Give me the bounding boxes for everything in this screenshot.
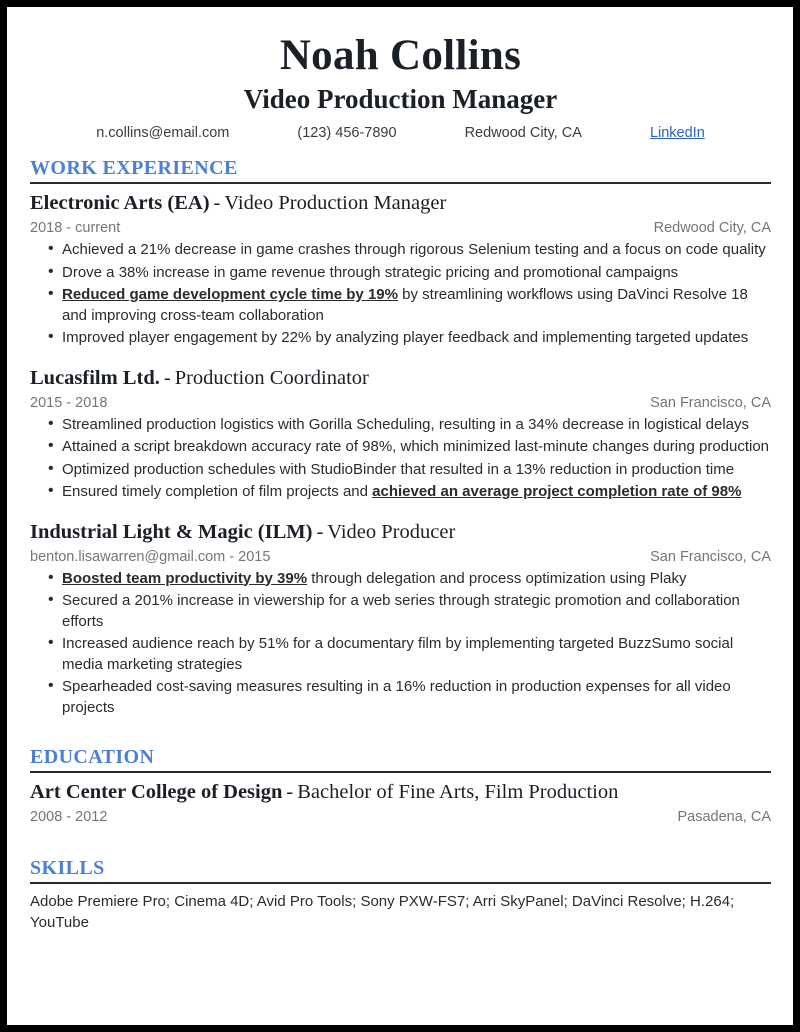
headline: Video Production Manager xyxy=(243,84,558,114)
bullet-post: Increased audience reach by 51% for a documentary film by implementing targeted BuzzSumo social media marketing strategies xyxy=(62,635,734,673)
section-title-education: EDUCATION xyxy=(30,746,155,768)
experience-entry xyxy=(30,366,771,503)
entry-bullets xyxy=(30,415,771,503)
section-divider xyxy=(30,882,771,884)
experience-entry xyxy=(30,191,771,349)
entry-meta xyxy=(30,548,771,567)
list-item xyxy=(30,634,771,675)
resume-page xyxy=(7,7,793,1025)
section-skills xyxy=(30,857,771,933)
list-item xyxy=(30,677,771,718)
entry-dash: - xyxy=(316,520,324,543)
entry-organization: Art Center College of Design xyxy=(30,781,283,803)
entry-dash: - xyxy=(286,781,294,803)
entry-role: Video Production Manager xyxy=(224,192,447,214)
contact-row xyxy=(30,125,771,141)
bullet-post: Achieved a 21% decrease in game crashes through rigorous Selenium testing and a focus on code quality xyxy=(62,241,766,258)
entry-meta xyxy=(30,219,771,238)
bullet-post: through delegation and process optimization using Plaky xyxy=(307,569,687,587)
bullet-post: Improved player engagement by 22% by analyzing player feedback and implementing targeted updates xyxy=(62,329,749,346)
resume-header xyxy=(30,31,771,141)
linkedin-link[interactable]: LinkedIn xyxy=(649,125,705,141)
experience-entry xyxy=(30,520,771,719)
entry-organization: Industrial Light & Magic (ILM) xyxy=(30,520,313,543)
bullet-strong: Boosted team productivity by 39% xyxy=(62,569,308,587)
bullet-strong: achieved an average project completion rate of 98% xyxy=(372,483,742,500)
entry-dates: 2018 - current xyxy=(30,220,121,236)
list-item xyxy=(30,328,771,349)
entry-role: Production Coordinator xyxy=(174,366,369,389)
entry-location: Redwood City, CA xyxy=(653,220,771,236)
entry-dates: 2008 - 2012 xyxy=(30,809,108,825)
list-item xyxy=(30,240,771,261)
contact-phone: (123) 456-7890 xyxy=(297,125,397,141)
section-education xyxy=(30,746,771,827)
section-work-experience xyxy=(30,157,771,718)
entry-organization: Lucasfilm Ltd. xyxy=(30,366,160,389)
bullet-post: by streamlining workflows using DaVinci Resolve 18 and improving cross-team collaboration xyxy=(62,286,748,324)
entry-heading xyxy=(30,780,771,805)
entry-dates: benton.lisawarren@gmail.com - 2015 xyxy=(30,548,271,565)
bullet-post: Attained a script breakdown accuracy rate of 98%, which minimized last-minute changes during production xyxy=(62,438,770,455)
list-item xyxy=(30,460,771,481)
entry-dates: 2015 - 2018 xyxy=(30,394,108,411)
entry-meta xyxy=(30,394,771,413)
bullet-post: Drove a 38% increase in game revenue through strategic pricing and promotional campaigns xyxy=(62,263,679,281)
section-divider xyxy=(30,182,771,184)
resume-body xyxy=(7,7,793,933)
list-item xyxy=(30,415,771,436)
entry-role: Bachelor of Fine Arts, Film Production xyxy=(297,781,619,803)
entry-dash: - xyxy=(163,366,171,389)
entry-heading xyxy=(30,191,771,216)
education-entry xyxy=(30,780,771,827)
entry-dash: - xyxy=(213,192,221,214)
entry-heading xyxy=(30,366,771,391)
bullet-post: Spearheaded cost-saving measures resulting in a 16% reduction in production expenses for all video projects xyxy=(62,678,731,716)
bullet-post: Optimized production schedules with StudioBinder that resulted in a 13% reduction in production time xyxy=(62,460,735,478)
bullet-pre: Ensured timely completion of film projects and xyxy=(62,483,373,500)
bullet-post: Streamlined production logistics with Gorilla Scheduling, resulting in a 34% decrease in logistical delays xyxy=(62,415,750,433)
entry-organization: Electronic Arts (EA) xyxy=(30,192,210,214)
list-item xyxy=(30,569,771,590)
list-item xyxy=(30,437,771,458)
entry-meta xyxy=(30,808,771,827)
section-title-skills: SKILLS xyxy=(30,857,105,879)
list-item xyxy=(30,263,771,284)
page-title: Noah Collins xyxy=(279,32,522,79)
entry-bullets xyxy=(30,569,771,719)
bullet-post: Secured a 201% increase in viewership for a web series through strategic promotion and collaboration efforts xyxy=(62,592,740,630)
entry-heading xyxy=(30,520,771,545)
list-item xyxy=(30,285,771,326)
entry-bullets xyxy=(30,240,771,349)
contact-location: Redwood City, CA xyxy=(464,125,582,141)
bullet-strong: Reduced game development cycle time by 19% xyxy=(62,286,398,303)
section-divider xyxy=(30,771,771,773)
contact-email: n.collins@email.com xyxy=(96,125,230,141)
entry-location: San Francisco, CA xyxy=(650,394,771,411)
section-title-work-experience: WORK EXPERIENCE xyxy=(30,157,238,179)
entry-role: Video Producer xyxy=(327,520,456,543)
list-item xyxy=(30,591,771,632)
list-item xyxy=(30,482,771,503)
entry-location: Pasadena, CA xyxy=(677,809,771,825)
skills-list: Adobe Premiere Pro; Cinema 4D; Avid Pro Tools; Sony PXW-FS7; Arri SkyPanel; DaVinci Resolve; H.264; YouTube xyxy=(30,893,735,931)
entry-location: San Francisco, CA xyxy=(650,548,771,565)
